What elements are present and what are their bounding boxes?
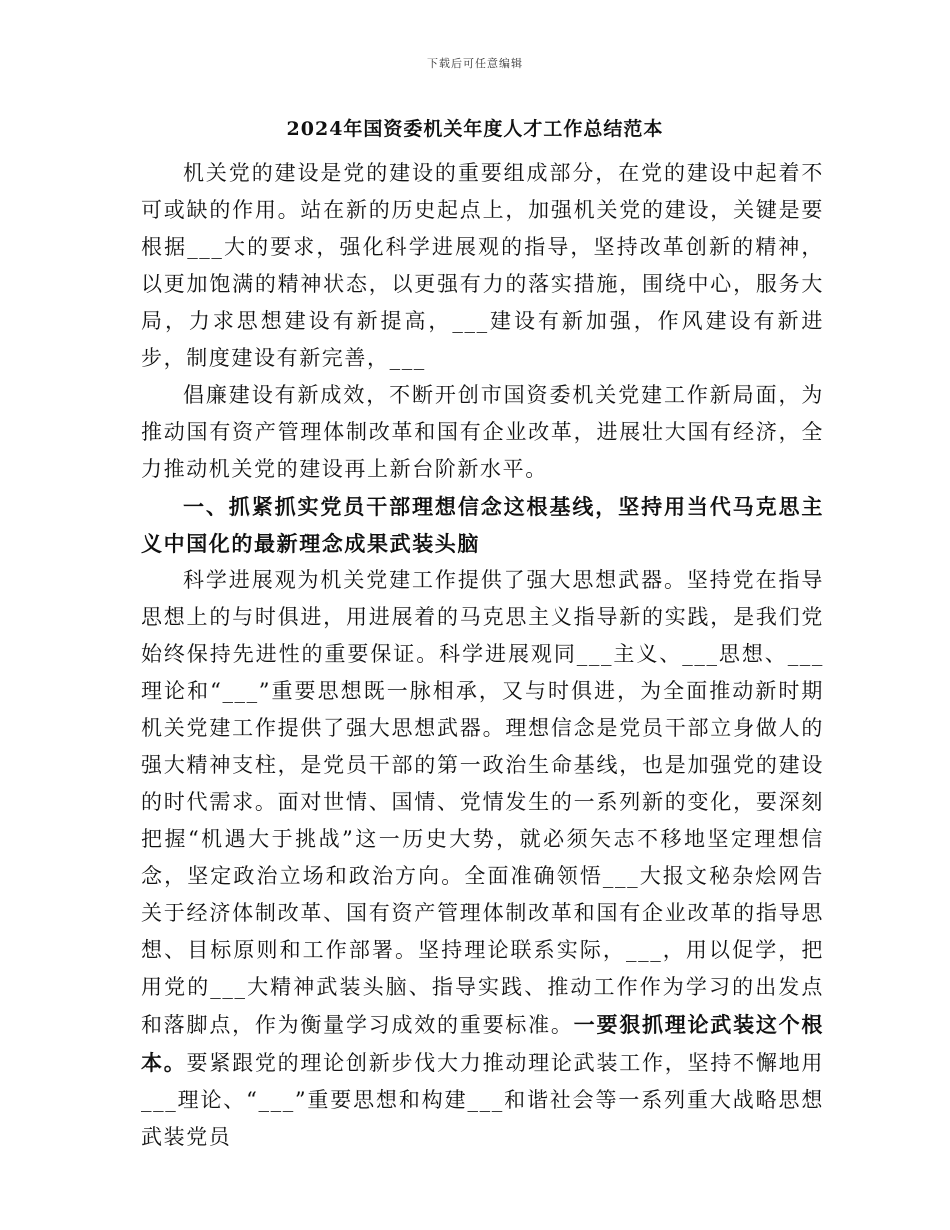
paragraph-3-part2: 要紧跟党的理论创新步伐大力推动理论武装工作，坚持不懈地用___理论、“___”重要思想和构建___和谐社会等一系列重大战略思想武装党员 xyxy=(141,1051,824,1149)
page-header-note: 下载后可任意编辑 xyxy=(427,57,523,70)
document-title: 2024年国资委机关年度人才工作总结范本 xyxy=(286,118,664,140)
section-heading-1: 一、抓紧抓实党员干部理想信念这根基线，坚持用当代马克思主义中国化的最新理念成果武装头脑 xyxy=(141,494,824,556)
paragraph-3 xyxy=(141,562,824,1156)
paragraph-3-bold-phrase: 一要狠抓理论武装这个根本。 xyxy=(141,1012,824,1075)
paragraph-2: 倡廉建设有新成效，不断开创市国资委机关党建工作新局面，为推动国有资产管理体制改革和国有企业改革，进展壮大国有经济，全力推动机关党的建设再上新台阶新水平。 xyxy=(141,383,824,481)
document-body xyxy=(141,155,824,1156)
paragraph-3-part1: 科学进展观为机关党建工作提供了强大思想武器。坚持党在指导思想上的与时俱进，用进展着的马克思主义指导新的实践，是我们党始终保持先进性的重要保证。科学进展观同___主义、___思想、___理论和“___”重要思想既一脉相承，又与时俱进，为全面推动新时期机关党建工作提供了强大思想武器。理想信念是党员干部立身做人的强大精神支柱，是党员干部的第一政治生命基线，也是加强党的建设的时代需求。面对世情、国情、党情发生的一系列新的变化，要深刻把握“机遇大于挑战”这一历史大势，就必须矢志不移地坚定理想信念，坚定政治立场和政治方向。全面准确领悟___大报文秘杂烩网告关于经济体制改革、国有资产管理体制改革和国有企业改革的指导思想、目标原则和工作部署。坚持理论联系实际，___，用以促学，把用党的___大精神武装头脑、指导实践、推动工作作为学习的出发点和落脚点，作为衡量学习成效的重要标准。 xyxy=(141,568,824,1037)
paragraph-1: 机关党的建设是党的建设的重要组成部分，在党的建设中起着不可或缺的作用。站在新的历史起点上，加强机关党的建设，关键是要根据___大的要求，强化科学进展观的指导，坚持改革创新的精神，以更加饱满的精神状态，以更强有力的落实措施，围绕中心，服务大局，力求思想建设有新提高，___建设有新加强，作风建设有新进步，制度建设有新完善，___ xyxy=(141,161,824,370)
